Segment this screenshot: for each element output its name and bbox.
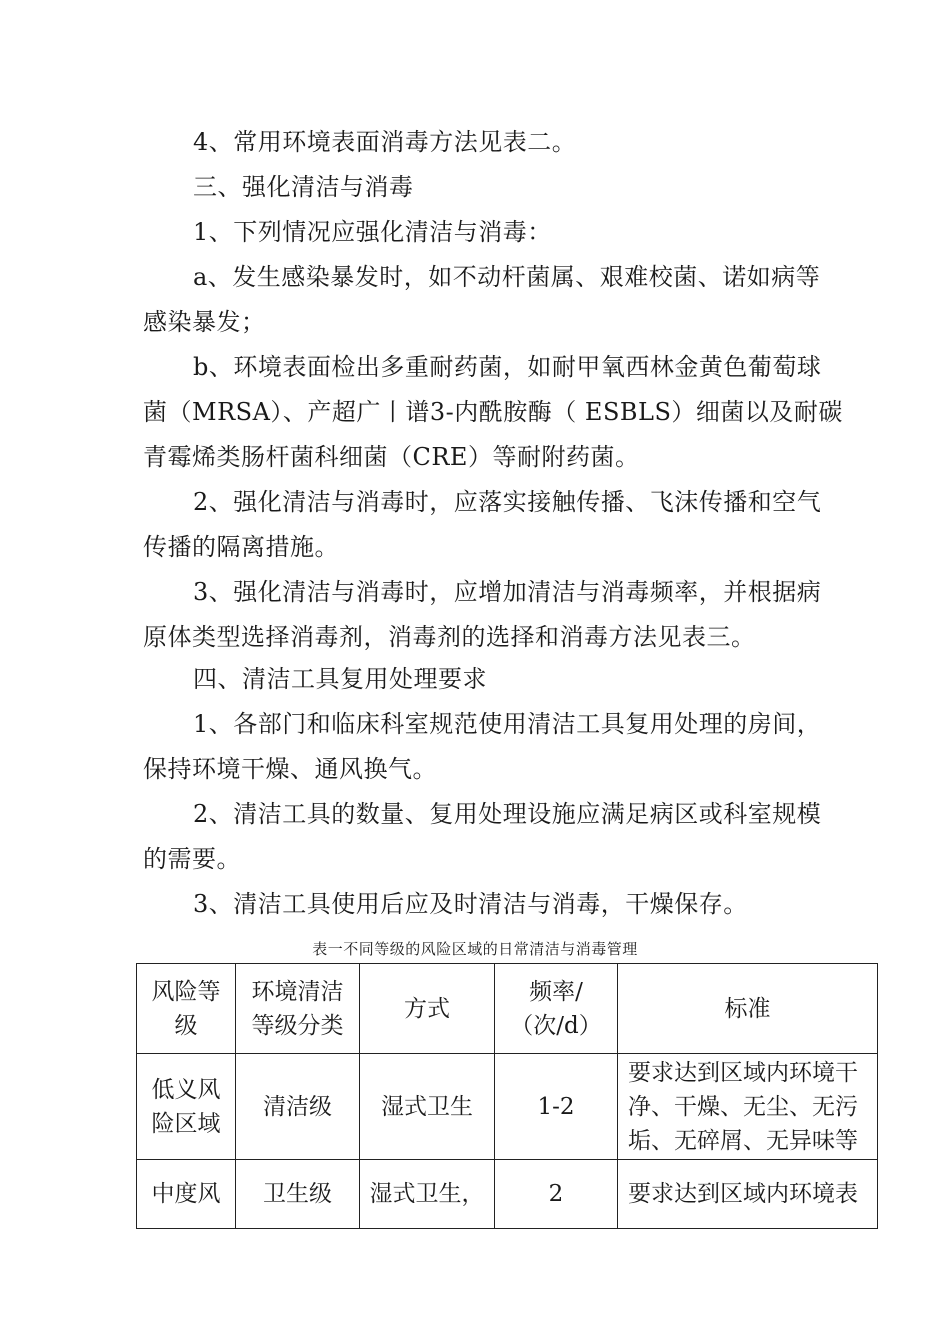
- paragraph-line: 3、强化清洁与消毒时，应增加清洁与消毒频率，并根据病: [193, 578, 822, 606]
- paragraph-line: 3、清洁工具使用后应及时清洁与消毒，干燥保存。: [193, 890, 748, 918]
- cell-standard: 要求达到区域内环境干 净、干燥、无尘、无污 垢、无碎屑、无异味等: [618, 1054, 878, 1160]
- risk-level-table: [136, 963, 878, 1229]
- header-cleaning-class: 环境清洁 等级分类: [236, 964, 360, 1054]
- cell-risk-level: 低义风 险区域: [137, 1054, 236, 1160]
- paragraph-line: 4、常用环境表面消毒方法见表二。: [193, 128, 577, 156]
- paragraph-line: a、发生感染暴发时，如不动杆菌属、艰难校菌、诺如病等: [193, 263, 821, 291]
- paragraph-line: 2、强化清洁与消毒时，应落实接触传播、飞沫传播和空气: [193, 488, 822, 516]
- paragraph-line: b、环境表面检出多重耐药菌，如耐甲氧西林金黄色葡萄球: [193, 353, 822, 381]
- table-caption: 表一不同等级的风险区域的日常清洁与消毒管理: [312, 940, 638, 958]
- paragraph-line: 1、各部门和临床科室规范使用清洁工具复用处理的房间，: [193, 710, 822, 738]
- paragraph-line: 感染暴发；: [143, 308, 266, 336]
- header-method: 方式: [360, 964, 495, 1054]
- table-row: [137, 1054, 878, 1160]
- paragraph-line: 的需要。: [143, 845, 241, 873]
- cell-standard: 要求达到区域内环境表: [618, 1160, 878, 1229]
- header-standard: 标准: [618, 964, 878, 1054]
- table-header-row: [137, 964, 878, 1054]
- section-heading: 四、清洁工具复用处理要求: [193, 665, 487, 693]
- cell-method: 湿式卫生，: [360, 1160, 495, 1229]
- header-frequency: 频率/ （次/d）: [495, 964, 618, 1054]
- paragraph-line: 传播的隔离措施。: [143, 533, 339, 561]
- paragraph-line: 菌（MRSA）、产超广丨谱3-内酰胺酶（ ESBLS）细菌以及耐碳: [143, 398, 843, 426]
- table-row: [137, 1160, 878, 1229]
- paragraph-line: 青霉烯类肠杆菌科细菌（CRE）等耐附药菌。: [143, 443, 640, 471]
- cell-frequency: 2: [495, 1160, 618, 1229]
- header-risk-level: 风险等 级: [137, 964, 236, 1054]
- paragraph-line: 1、下列情况应强化清洁与消毒：: [193, 218, 552, 246]
- cell-method: 湿式卫生: [360, 1054, 495, 1160]
- section-heading: 三、强化清洁与消毒: [193, 173, 414, 201]
- paragraph-line: 2、清洁工具的数量、复用处理设施应满足病区或科室规模: [193, 800, 822, 828]
- cell-frequency: 1-2: [495, 1054, 618, 1160]
- paragraph-line: 保持环境干燥、通风换气。: [143, 755, 437, 783]
- cell-cleaning-class: 卫生级: [236, 1160, 360, 1229]
- cell-risk-level: 中度风: [137, 1160, 236, 1229]
- cell-cleaning-class: 清洁级: [236, 1054, 360, 1160]
- paragraph-line: 原体类型选择消毒剂，消毒剂的选择和消毒方法见表三。: [143, 623, 756, 651]
